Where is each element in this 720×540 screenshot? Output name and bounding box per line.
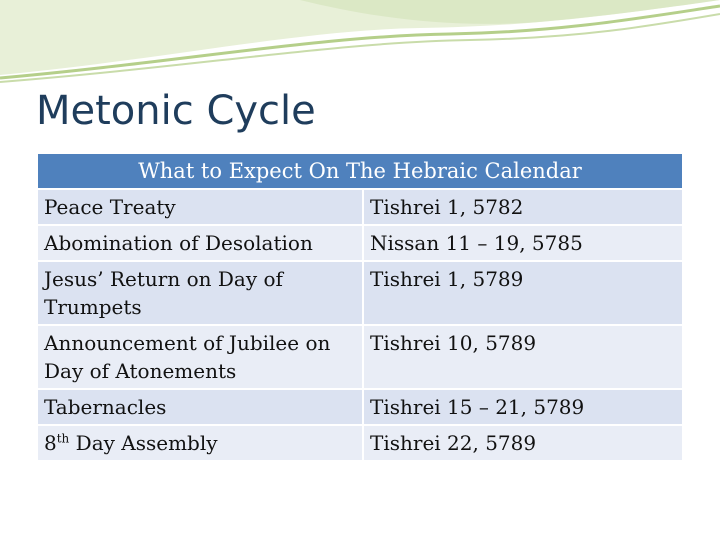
date-cell: Tishrei 10, 5789 bbox=[364, 326, 682, 388]
date-cell: Tishrei 1, 5782 bbox=[364, 190, 682, 224]
event-cell: Jesus’ Return on Day of Trumpets bbox=[38, 262, 362, 324]
table-row bbox=[38, 326, 682, 388]
table-row bbox=[38, 190, 682, 224]
table-row bbox=[38, 426, 682, 460]
ordinal-number: 8 bbox=[44, 431, 57, 455]
table-row bbox=[38, 390, 682, 424]
event-cell: Abomination of Desolation bbox=[38, 226, 362, 260]
decorative-swoosh bbox=[0, 0, 720, 90]
event-cell: Tabernacles bbox=[38, 390, 362, 424]
event-cell bbox=[38, 426, 362, 460]
date-cell: Tishrei 22, 5789 bbox=[364, 426, 682, 460]
table-header: What to Expect On The Hebraic Calendar bbox=[38, 154, 682, 188]
table-row bbox=[38, 226, 682, 260]
table-row bbox=[38, 262, 682, 324]
date-cell: Nissan 11 – 19, 5785 bbox=[364, 226, 682, 260]
calendar-table bbox=[36, 152, 684, 462]
date-cell: Tishrei 15 – 21, 5789 bbox=[364, 390, 682, 424]
slide-title: Metonic Cycle bbox=[36, 88, 316, 134]
date-cell: Tishrei 1, 5789 bbox=[364, 262, 682, 324]
event-text: Day Assembly bbox=[69, 431, 218, 455]
event-cell: Peace Treaty bbox=[38, 190, 362, 224]
ordinal-suffix: th bbox=[56, 431, 70, 446]
event-cell: Announcement of Jubilee on Day of Atonements bbox=[38, 326, 362, 388]
table-header-row bbox=[38, 154, 682, 188]
